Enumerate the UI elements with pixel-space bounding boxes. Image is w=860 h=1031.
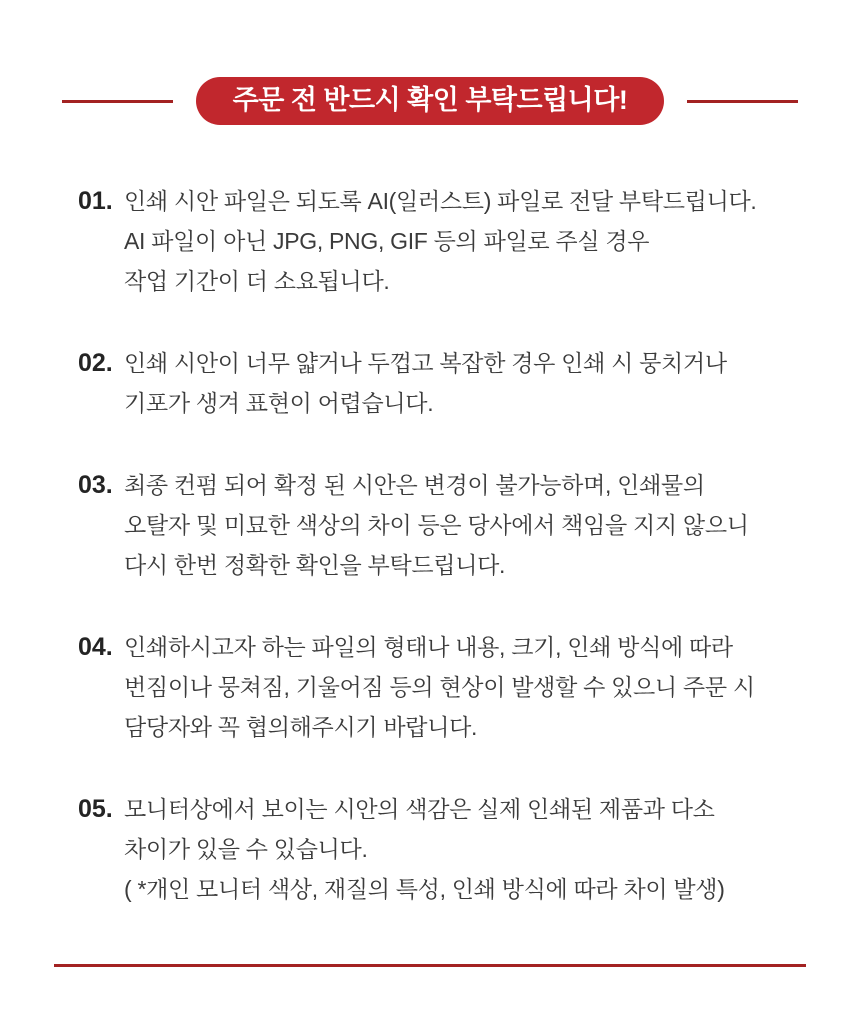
notice-list: [0, 181, 860, 909]
item-text-line: 인쇄 시안이 너무 얇거나 두껍고 복잡한 경우 인쇄 시 뭉치거나: [124, 350, 727, 376]
item-text-line: 차이가 있을 수 있습니다.: [124, 836, 368, 862]
item-text-line: 기포가 생겨 표현이 어렵습니다.: [124, 390, 434, 416]
item-text-line: 작업 기간이 더 소요됩니다.: [124, 268, 390, 294]
notice-item-03: [78, 465, 812, 585]
item-number: 04.: [78, 633, 113, 661]
notice-item-04: [78, 627, 812, 747]
item-text: [124, 181, 812, 301]
item-number: 01.: [78, 187, 113, 215]
item-text-line: 모니터상에서 보이는 시안의 색감은 실제 인쇄된 제품과 다소: [124, 796, 715, 822]
item-number: 03.: [78, 471, 113, 499]
item-text-line: 다시 한번 정확한 확인을 부탁드립니다.: [124, 552, 506, 578]
item-text-line: 번짐이나 뭉쳐짐, 기울어짐 등의 현상이 발생할 수 있으니 주문 시: [124, 674, 755, 700]
item-text-line: 최종 컨펌 되어 확정 된 시안은 변경이 불가능하며, 인쇄물의: [124, 472, 705, 498]
item-text: [124, 343, 812, 423]
item-text-line: 담당자와 꼭 협의해주시기 바랍니다.: [124, 714, 478, 740]
item-text: [124, 789, 812, 909]
footer-divider: [54, 964, 806, 967]
item-number: 02.: [78, 349, 113, 377]
notice-item-05: [78, 789, 812, 909]
item-text-line: ( *개인 모니터 색상, 재질의 특성, 인쇄 방식에 따라 차이 발생): [124, 876, 725, 902]
item-text: [124, 627, 812, 747]
item-text-line: 인쇄하시고자 하는 파일의 형태나 내용, 크기, 인쇄 방식에 따라: [124, 634, 733, 660]
item-number: 05.: [78, 795, 113, 823]
item-text: [124, 465, 812, 585]
item-text-line: AI 파일이 아닌 JPG, PNG, GIF 등의 파일로 주실 경우: [124, 228, 650, 254]
item-text-line: 인쇄 시안 파일은 되도록 AI(일러스트) 파일로 전달 부탁드립니다.: [124, 188, 757, 214]
notice-item-01: [78, 181, 812, 301]
header-rule-left: [62, 100, 173, 103]
notice-header: [0, 0, 860, 125]
notice-title-badge: 주문 전 반드시 확인 부탁드립니다!: [196, 77, 665, 125]
notice-item-02: [78, 343, 812, 423]
item-text-line: 오탈자 및 미묘한 색상의 차이 등은 당사에서 책임을 지지 않으니: [124, 512, 749, 538]
header-rule-right: [687, 100, 798, 103]
